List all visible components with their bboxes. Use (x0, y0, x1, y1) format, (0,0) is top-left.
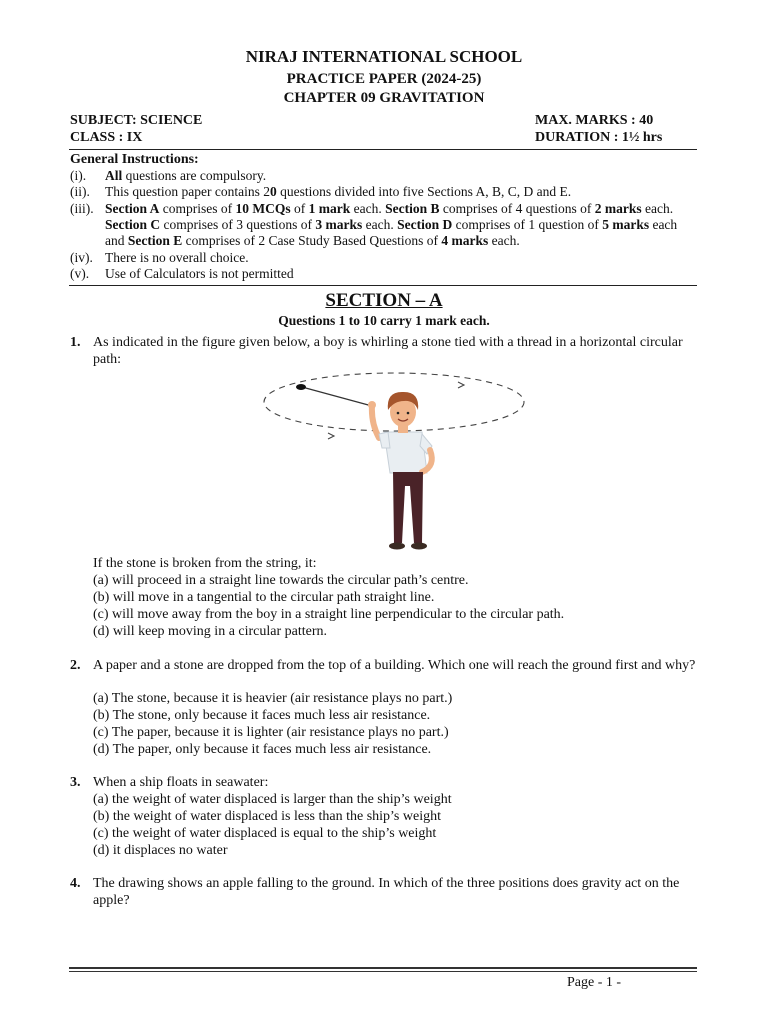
option: (a) The stone, because it is heavier (air resistance plays no part.) (93, 691, 453, 706)
eye (407, 412, 410, 415)
question-number: 3. (70, 775, 81, 790)
footer-divider (69, 967, 697, 969)
emphasis-text: Section E (127, 233, 183, 248)
option: (c) The paper, because it is lighter (air resistance plays no part.) (93, 725, 449, 740)
option: (b) will move in a tangential to the circular path straight line. (93, 590, 435, 605)
emphasis-text: 2 marks (594, 201, 642, 216)
page-number: Page - 1 - (567, 975, 622, 990)
instructions-divider (69, 285, 697, 286)
emphasis-text: 4 marks (441, 233, 489, 248)
chapter-title: CHAPTER 09 GRAVITATION (283, 90, 485, 106)
stone (296, 384, 306, 390)
footer-divider (69, 971, 697, 972)
question-1-options (93, 572, 564, 640)
instruction-number: (v). (70, 266, 90, 281)
question-number: 1. (70, 335, 81, 350)
option: (d) The paper, only because it faces much less air resistance. (93, 742, 432, 757)
option: (d) will keep moving in a circular pattern. (93, 624, 328, 639)
school-name: NIRAJ INTERNATIONAL SCHOOL (245, 47, 523, 66)
class-label: CLASS : IX (70, 130, 143, 145)
duration-label: DURATION : 1½ hrs (535, 130, 663, 145)
max-marks-label: MAX. MARKS : 40 (535, 113, 654, 128)
instruction-text: There is no overall choice. (105, 250, 249, 265)
emphasis-text: Section C (105, 217, 161, 232)
instruction-text: Use of Calculators is not permitted (105, 266, 294, 281)
hand (368, 401, 376, 409)
section-subtitle: Questions 1 to 10 carry 1 mark each. (278, 313, 490, 328)
instruction-text: This question paper contains 20 questions divided into five Sections A, B, C, D and E. (105, 184, 572, 199)
emphasis-text: Section B (385, 201, 440, 216)
instruction-text: All questions are compulsory. (105, 168, 267, 183)
thread (302, 387, 372, 406)
shoe (389, 543, 405, 550)
subject-label: SUBJECT: SCIENCE (70, 113, 203, 128)
emphasis-text: 3 marks (315, 217, 363, 232)
question-number: 4. (70, 876, 81, 891)
shirt (384, 432, 427, 473)
question-2-options (93, 690, 452, 758)
header-divider (69, 149, 697, 150)
question-number: 2. (70, 658, 81, 673)
emphasis-text: 1 mark (308, 201, 351, 216)
question-text: A paper and a stone are dropped from the top of a building. Which one will reach the ground first and why? (93, 658, 696, 673)
emphasis-text: All (105, 168, 123, 183)
emphasis-text: 0 (269, 184, 277, 199)
question-stem: If the stone is broken from the string, it: (93, 556, 317, 571)
shoe (411, 543, 427, 550)
paper-title: PRACTICE PAPER (2024-25) (286, 71, 482, 87)
question-text: The drawing shows an apple falling to the ground. In which of the three positions does gravity act on the apple? (93, 876, 680, 908)
option: (c) will move away from the boy in a straight line perpendicular to the circular path. (93, 607, 565, 622)
instruction-number: (i). (70, 168, 87, 183)
question-text: When a ship floats in seawater: (93, 775, 269, 790)
option: (b) the weight of water displaced is less than the ship’s weight (93, 809, 441, 824)
instruction-number: (iii). (70, 201, 94, 216)
emphasis-text: 10 MCQs (235, 201, 291, 216)
option: (a) will proceed in a straight line towards the circular path’s centre. (93, 573, 469, 588)
boy (368, 392, 432, 550)
option: (d) it displaces no water (93, 843, 228, 858)
question-text: As indicated in the figure given below, a boy is whirling a stone tied with a thread in a horizontal circular path: (93, 335, 683, 367)
instructions-title: General Instructions: (70, 152, 199, 167)
instruction-text: Section A comprises of 10 MCQs of 1 mark each. Section B comprises of 4 questions of 2 marks each. Section C comprises of 3 questions of 3 marks each. Section D comprises of 1 question of 5 marks each and Section E comprises of 2 Case Study Based Questions of 4 marks each. (105, 201, 678, 248)
trousers (393, 472, 423, 543)
section-title: SECTION – A (325, 290, 443, 311)
question-3-options (93, 791, 452, 859)
boy-whirling-stone-figure (262, 368, 532, 556)
left-sleeve (379, 432, 390, 448)
emphasis-text: Section A (105, 201, 160, 216)
path-arrow (328, 433, 334, 439)
eye (397, 412, 400, 415)
option: (b) The stone, only because it faces much less air resistance. (93, 708, 431, 723)
path-arrow (458, 382, 464, 388)
option: (c) the weight of water displaced is equal to the ship’s weight (93, 826, 437, 841)
emphasis-text: Section D (397, 217, 453, 232)
instruction-number: (ii). (70, 184, 90, 199)
raised-arm (372, 406, 379, 438)
instruction-number: (iv). (70, 250, 93, 265)
emphasis-text: 5 marks (602, 217, 650, 232)
option: (a) the weight of water displaced is larger than the ship’s weight (93, 792, 452, 807)
